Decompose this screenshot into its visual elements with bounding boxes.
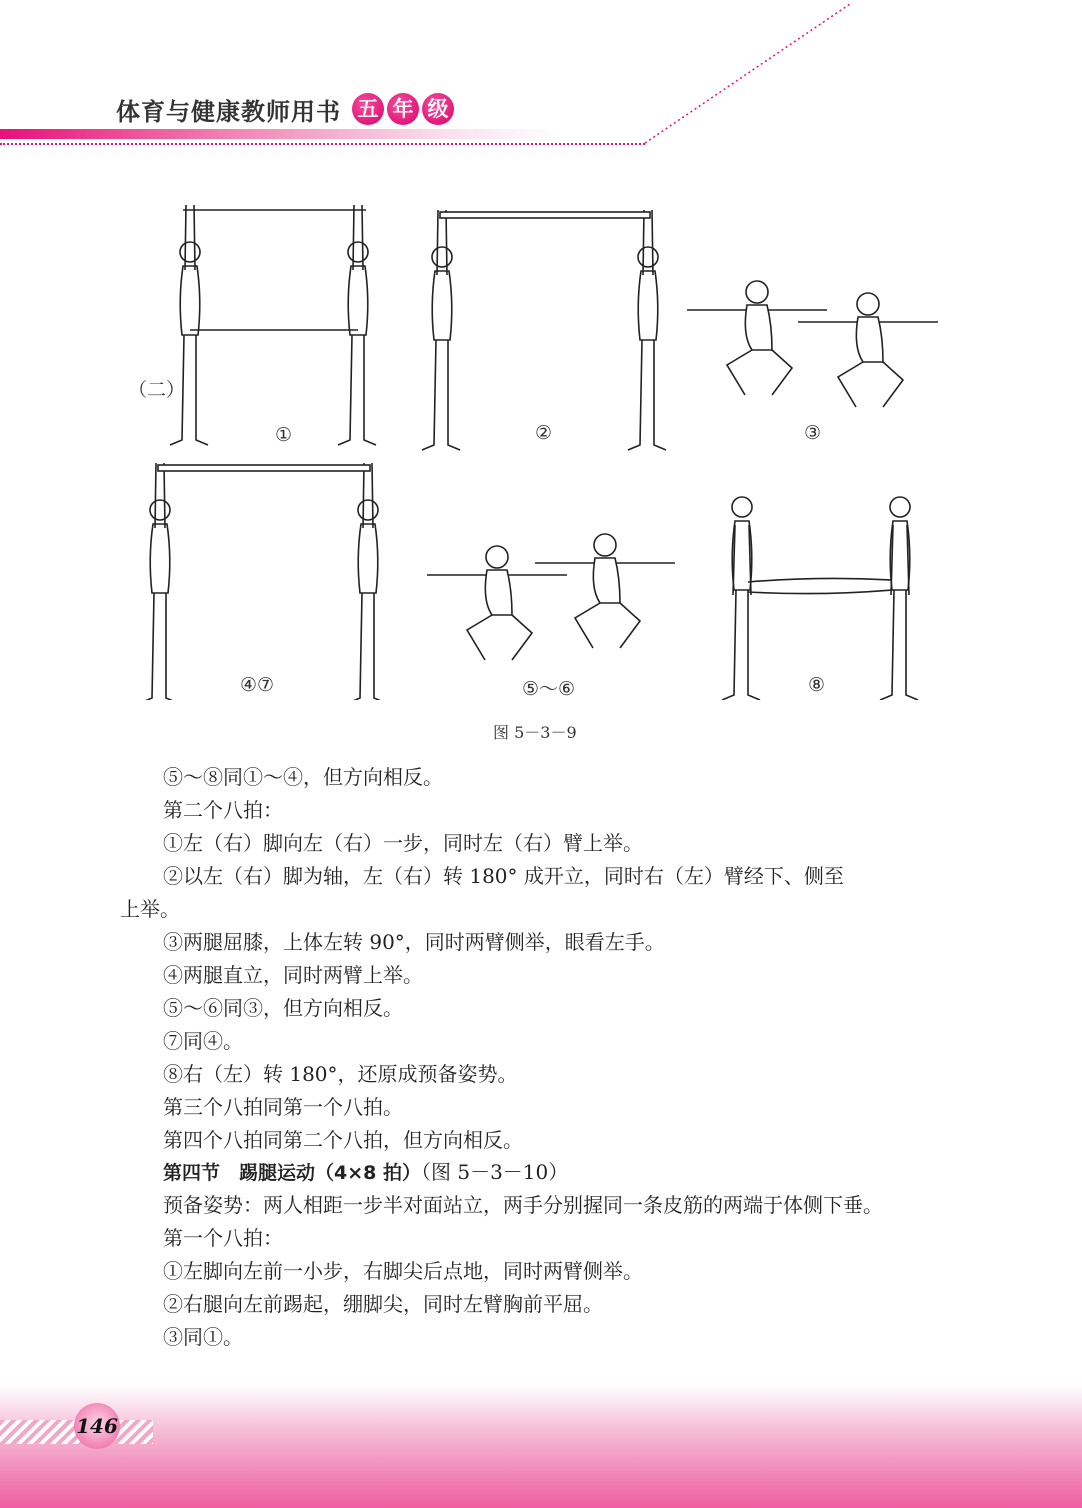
figure-head	[638, 247, 658, 267]
figure-label: ②	[535, 422, 553, 444]
text-line: ①左脚向左前一小步，右脚尖后点地，同时两臂侧举。	[163, 1259, 643, 1283]
figure-head	[348, 242, 368, 262]
figure-label: ③	[804, 422, 822, 444]
figure-legs	[467, 615, 532, 660]
figure-label: ①	[275, 424, 293, 446]
figure-head	[890, 497, 910, 517]
figure-head	[150, 500, 170, 520]
figure-reference: （图 5－3－10）	[420, 1160, 569, 1184]
exercise-illustration	[0, 0, 1082, 700]
figure-head	[732, 497, 752, 517]
figure-legs	[338, 335, 376, 445]
grade-badge: 年	[387, 93, 419, 125]
figure-legs	[140, 593, 178, 700]
figure-head	[594, 534, 616, 556]
elastic-band	[183, 210, 366, 330]
figure-torso	[180, 266, 200, 335]
figure-legs	[348, 593, 386, 700]
figure-caption: 图 5－3－9	[493, 723, 577, 742]
figure-torso	[745, 305, 772, 350]
figure-torso	[358, 524, 378, 593]
figure-torso	[348, 266, 368, 335]
elastic-band	[158, 465, 370, 471]
text-line: ③同①。	[163, 1325, 243, 1349]
figure-torso	[593, 558, 620, 603]
text-line: 预备姿势：两人相距一步半对面站立，两手分别握同一条皮筋的两端于体侧下垂。	[163, 1193, 883, 1217]
text-line: 上举。	[120, 897, 180, 921]
figure-torso	[856, 317, 883, 362]
figure-label: ④⑦	[240, 674, 275, 696]
text-line: 第一个八拍：	[163, 1226, 283, 1250]
text-line: ⑦同④。	[163, 1029, 243, 1053]
figure-legs	[422, 340, 460, 450]
section-heading-line	[120, 1156, 960, 1190]
figure-torso	[638, 271, 658, 340]
text-line: ①左（右）脚向左（右）一步，同时左（右）臂上举。	[163, 831, 643, 855]
figure-legs	[838, 362, 903, 407]
section-heading: 第四节 踢腿运动（4×8 拍）	[163, 1162, 421, 1184]
figure-head	[746, 281, 768, 303]
elastic-band	[440, 212, 650, 218]
grade-badge: 五	[352, 93, 384, 125]
figure-torso	[485, 570, 512, 615]
figure-head	[857, 293, 879, 315]
text-line: 第三个八拍同第一个八拍。	[163, 1095, 403, 1119]
figure-label: ⑤～⑥	[522, 678, 576, 700]
text-line: ②右腿向左前踢起，绷脚尖，同时左臂胸前平屈。	[163, 1292, 603, 1316]
grade-badge: 级	[422, 93, 454, 125]
section-marker: （二）	[128, 379, 186, 401]
figure-legs	[727, 350, 792, 395]
text-line: ④两腿直立，同时两臂上举。	[163, 963, 423, 987]
body-text	[120, 1189, 960, 1354]
page-number: 146	[74, 1403, 120, 1449]
figure-legs	[575, 603, 640, 648]
figure-legs	[628, 340, 666, 450]
figure-torso	[150, 524, 170, 593]
figure-torso	[432, 271, 452, 340]
text-line: ②以左（右）脚为轴，左（右）转 180° 成开立，同时右（左）臂经下、侧至	[163, 864, 844, 888]
elastic-band	[748, 578, 892, 593]
text-line: ③两腿屈膝，上体左转 90°，同时两臂侧举，眼看左手。	[163, 930, 665, 954]
figure-head	[180, 242, 200, 262]
book-title: 体育与健康教师用书	[116, 97, 341, 126]
text-line: ⑧右（左）转 180°，还原成预备姿势。	[163, 1062, 518, 1086]
figure-legs	[880, 590, 918, 700]
figure-head	[358, 500, 378, 520]
text-line: ⑤～⑥同③，但方向相反。	[163, 996, 403, 1020]
body-text	[120, 761, 960, 1157]
figure-head	[486, 546, 508, 568]
text-line: 第四个八拍同第二个八拍，但方向相反。	[163, 1128, 523, 1152]
text-line: 第二个八拍：	[163, 798, 283, 822]
text-line: ⑤～⑧同①～④，但方向相反。	[163, 765, 443, 789]
figure-legs	[722, 590, 760, 700]
figure-head	[432, 247, 452, 267]
figure-label: ⑧	[808, 674, 826, 696]
footer-band	[0, 1385, 1082, 1508]
